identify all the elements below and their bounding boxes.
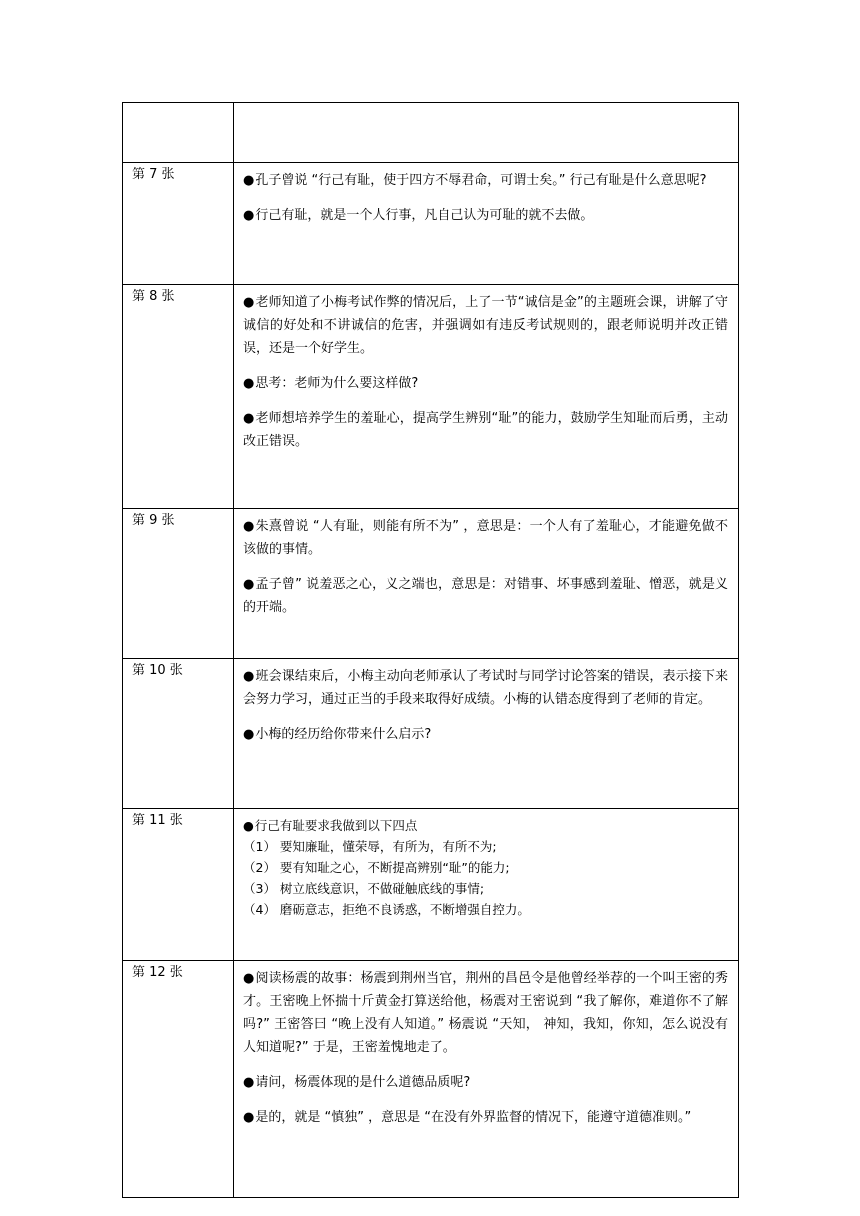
table-row-header [123,103,739,163]
bullet-paragraph: ● 阅读杨震的故事：杨震到荆州当官，荆州的昌邑令是他曾经举荐的一个叫王密的秀才。王密晚上怀揣十斤黄金打算送给他，杨震对王密说到 “我了解你，难道你不了解吗?” 王密答曰 “晚上没有人知道。” 杨震说 “天知， 神知，我知，你知，怎么说没有人知道呢?” 于是，王密羞愧地走了。 [243,967,728,1059]
slide-label: 第 8 张 [123,285,234,509]
numbered-point: （2） 要有知耻之心，不断提高辨别“耻”的能力; [243,860,510,875]
bullet-paragraph: ● 老师知道了小梅考试作弊的情况后，上了一节“诚信是金”的主题班会课，讲解了守诚信的好处和不讲诚信的危害，并强调如有违反考试规则的，跟老师说明并改正错误，还是一个好学生。 [243,291,728,360]
slide-label: 第 7 张 [123,163,234,285]
numbered-point: （1） 要知廉耻，懂荣辱，有所为，有所不为; [243,839,497,854]
slide-content [234,163,739,285]
bullet-paragraph: ● 请问，杨震体现的是什么道德品质呢? [243,1071,728,1094]
bullet-intro: ● 行己有耻要求我做到以下四点 [243,815,728,836]
slide-label: 第 11 张 [123,809,234,961]
bullet-paragraph: ● 孟子曾” 说羞恶之心，义之端也，意思是：对错事、坏事感到羞耻、憎恶，就是义的开端。 [243,573,728,619]
slide-label: 第 9 张 [123,509,234,659]
table-row-slide-8 [123,285,739,509]
table-row-slide-11 [123,809,739,961]
bullet-paragraph: ● 班会课结束后，小梅主动向老师承认了考试时与同学讨论答案的错误，表示接下来会努力学习，通过正当的手段来取得好成绩。小梅的认错态度得到了老师的肯定。 [243,665,728,711]
bullet-paragraph: ● 老师想培养学生的羞耻心，提高学生辨别“耻”的能力，鼓励学生知耻而后勇，主动改正错误。 [243,407,728,453]
bullet-paragraph: ● 是的，就是 “慎独” ，意思是 “在没有外界监督的情况下，能遵守道德准则。” [243,1106,728,1129]
bullet-paragraph: ● 思考：老师为什么要这样做? [243,372,728,395]
bullet-paragraph: ● 孔子曾说 “行己有耻，使于四方不辱君命，可谓士矣。” 行己有耻是什么意思呢? [243,169,728,192]
numbered-point: （4） 磨砺意志，拒绝不良诱惑，不断增强自控力。 [243,902,530,917]
bullet-paragraph: ● 小梅的经历给你带来什么启示? [243,723,728,746]
lesson-plan-table [122,102,739,1198]
table-row-slide-12 [123,961,739,1198]
slide-content [234,659,739,809]
bullet-paragraph: ● 行己有耻，就是一个人行事，凡自己认为可耻的就不去做。 [243,204,728,227]
table-row-slide-9 [123,509,739,659]
slide-content [234,285,739,509]
slide-content [234,961,739,1198]
slide-label [123,103,234,163]
slide-label: 第 12 张 [123,961,234,1198]
slide-label: 第 10 张 [123,659,234,809]
slide-content [234,809,739,961]
table-row-slide-10 [123,659,739,809]
table-row-slide-7 [123,163,739,285]
numbered-point: （3） 树立底线意识，不做碰触底线的事情; [243,881,485,896]
bullet-paragraph: ● 朱熹曾说 “人有耻，则能有所不为” ，意思是：一个人有了羞耻心，才能避免做不该做的事情。 [243,515,728,561]
slide-content [234,103,739,163]
slide-content [234,509,739,659]
